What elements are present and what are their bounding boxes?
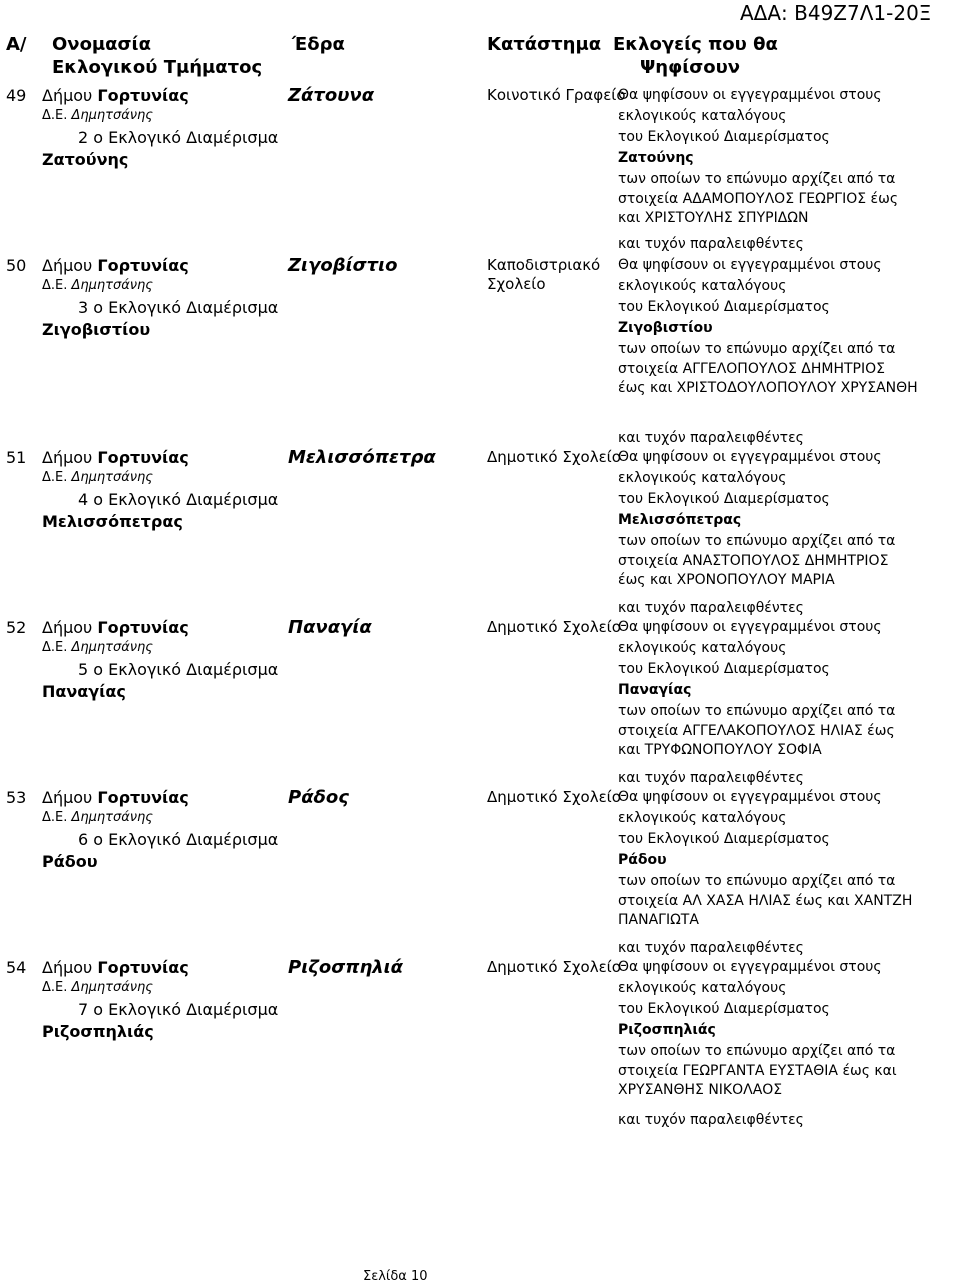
district-name: Ριζοσπηλιάς (42, 1022, 154, 1041)
seat: Ράδος (288, 787, 349, 808)
omitted-note: και τυχόν παραλειφθέντες (618, 770, 804, 786)
municipality (42, 619, 189, 637)
gortynias-label: Γορτυνίας (97, 86, 189, 105)
surname-range: στοιχεία ΑΝΑΣΤΟΠΟΥΛΟΣ ΔΗΜΗΤΡΙΟΣ (618, 553, 889, 569)
store-line: Κοινοτικό Γραφείο (487, 86, 626, 104)
electoral-district: 7 ο Εκλογικό Διαμέρισμα (78, 1000, 279, 1019)
dimitsanis-label: Δημητσάνης (71, 980, 153, 995)
de-label: Δ.Ε. (42, 980, 68, 995)
district-name: Μελισσόπετρας (42, 512, 183, 531)
municipal-unit (42, 471, 153, 486)
vote-line: εκλογικούς καταλόγους (618, 108, 787, 124)
de-label: Δ.Ε. (42, 640, 68, 655)
dimou-label: Δήμου (42, 788, 93, 807)
omitted-note: και τυχόν παραλειφθέντες (618, 1112, 804, 1128)
surname-range: έως και ΧΡΙΣΤΟΔΟΥΛΟΠΟΥΛΟΥ ΧΡΥΣΑΝΘΗ (618, 380, 918, 396)
vote-place: Παναγίας (618, 682, 692, 698)
dimitsanis-label: Δημητσάνης (71, 470, 153, 485)
vote-place: Ζατούνης (618, 150, 694, 166)
de-label: Δ.Ε. (42, 108, 68, 123)
vote-line: του Εκλογικού Διαμερίσματος (618, 129, 830, 145)
surname-range: στοιχεία ΑΓΓΕΛΟΠΟΥΛΟΣ ΔΗΜΗΤΡΙΟΣ (618, 361, 885, 377)
ada-code: ΑΔΑ: Β49Ζ7Λ1-20Ξ (740, 1, 932, 25)
store-line: Καποδιστριακό (487, 256, 601, 274)
vote-line: των οποίων το επώνυμο αρχίζει από τα (618, 533, 896, 549)
vote-place: Ριζοσπηλιάς (618, 1022, 716, 1038)
section-number: 52 (6, 618, 27, 637)
header-name-line2: Εκλογικού Τμήματος (52, 57, 263, 78)
dimitsanis-label: Δημητσάνης (71, 810, 153, 825)
vote-place: Ζιγοβιστίου (618, 320, 713, 336)
surname-range: και ΧΡΙΣΤΟΥΛΗΣ ΣΠΥΡΙΔΩΝ (618, 210, 809, 226)
vote-line: των οποίων το επώνυμο αρχίζει από τα (618, 171, 896, 187)
surname-range: στοιχεία ΑΔΑΜΟΠΟΥΛΟΣ ΓΕΩΡΓΙΟΣ έως (618, 191, 899, 207)
district-name: Ράδου (42, 852, 98, 871)
vote-line: Θα ψηφίσουν οι εγγεγραμμένοι στους (618, 619, 882, 635)
surname-range: και ΤΡΥΦΩΝΟΠΟΥΛΟΥ ΣΟΦΙΑ (618, 742, 822, 758)
municipal-unit (42, 641, 153, 656)
electoral-district: 3 ο Εκλογικό Διαμέρισμα (78, 298, 279, 317)
vote-line: των οποίων το επώνυμο αρχίζει από τα (618, 341, 896, 357)
store-line: Δημοτικό Σχολείο (487, 448, 621, 466)
surname-range: έως και ΧΡΟΝΟΠΟΥΛΟΥ ΜΑΡΙΑ (618, 572, 835, 588)
dimitsanis-label: Δημητσάνης (71, 278, 153, 293)
gortynias-label: Γορτυνίας (97, 448, 189, 467)
omitted-note: και τυχόν παραλειφθέντες (618, 236, 804, 252)
municipality (42, 789, 189, 807)
surname-range: ΧΡΥΣΑΝΘΗΣ ΝΙΚΟΛΑΟΣ (618, 1082, 783, 1098)
section-number: 50 (6, 256, 27, 275)
dimou-label: Δήμου (42, 448, 93, 467)
store-line: Δημοτικό Σχολείο (487, 618, 621, 636)
vote-line: του Εκλογικού Διαμερίσματος (618, 1001, 830, 1017)
vote-line: Θα ψηφίσουν οι εγγεγραμμένοι στους (618, 257, 882, 273)
vote-place: Μελισσόπετρας (618, 512, 742, 528)
district-name: Ζιγοβιστίου (42, 320, 151, 339)
vote-line: Θα ψηφίσουν οι εγγεγραμμένοι στους (618, 959, 882, 975)
vote-line: εκλογικούς καταλόγους (618, 470, 787, 486)
vote-line: των οποίων το επώνυμο αρχίζει από τα (618, 873, 896, 889)
section-number: 54 (6, 958, 27, 977)
electoral-district: 5 ο Εκλογικό Διαμέρισμα (78, 660, 279, 679)
omitted-note: και τυχόν παραλειφθέντες (618, 600, 804, 616)
dimou-label: Δήμου (42, 256, 93, 275)
section-number: 53 (6, 788, 27, 807)
seat: Ζάτουνα (288, 85, 375, 106)
vote-line: των οποίων το επώνυμο αρχίζει από τα (618, 1043, 896, 1059)
de-label: Δ.Ε. (42, 278, 68, 293)
vote-line: του Εκλογικού Διαμερίσματος (618, 299, 830, 315)
header-store: Κατάστημα (487, 34, 602, 55)
district-name: Ζατούνης (42, 150, 129, 169)
header-voters-line2: Ψηφίσουν (640, 57, 741, 78)
municipality (42, 449, 189, 467)
gortynias-label: Γορτυνίας (97, 788, 189, 807)
electoral-district: 2 ο Εκλογικό Διαμέρισμα (78, 128, 279, 147)
header-seat: Έδρα (292, 34, 345, 55)
surname-range: στοιχεία ΑΓΓΕΛΑΚΟΠΟΥΛΟΣ ΗΛΙΑΣ έως (618, 723, 895, 739)
store-line: Δημοτικό Σχολείο (487, 788, 621, 806)
store-line: Δημοτικό Σχολείο (487, 958, 621, 976)
electoral-district: 4 ο Εκλογικό Διαμέρισμα (78, 490, 279, 509)
seat: Μελισσόπετρα (288, 447, 436, 468)
seat: Ζιγοβίστιο (288, 255, 398, 276)
vote-place: Ράδου (618, 852, 667, 868)
surname-range: ΠΑΝΑΓΙΩΤΑ (618, 912, 699, 928)
omitted-note: και τυχόν παραλειφθέντες (618, 940, 804, 956)
vote-line: εκλογικούς καταλόγους (618, 640, 787, 656)
vote-line: του Εκλογικού Διαμερίσματος (618, 491, 830, 507)
municipal-unit (42, 279, 153, 294)
vote-line: Θα ψηφίσουν οι εγγεγραμμένοι στους (618, 789, 882, 805)
vote-line: Θα ψηφίσουν οι εγγεγραμμένοι στους (618, 87, 882, 103)
section-number: 51 (6, 448, 27, 467)
vote-line: Θα ψηφίσουν οι εγγεγραμμένοι στους (618, 449, 882, 465)
page-footer: Σελίδα 10 (363, 1269, 428, 1284)
vote-line: των οποίων το επώνυμο αρχίζει από τα (618, 703, 896, 719)
de-label: Δ.Ε. (42, 810, 68, 825)
dimitsanis-label: Δημητσάνης (71, 640, 153, 655)
header-voters-line1: Εκλογείς που θα (613, 34, 778, 55)
seat: Ριζοσπηλιά (288, 957, 404, 978)
section-number: 49 (6, 86, 27, 105)
municipality (42, 87, 189, 105)
district-name: Παναγίας (42, 682, 126, 701)
dimou-label: Δήμου (42, 86, 93, 105)
vote-line: εκλογικούς καταλόγους (618, 810, 787, 826)
store-line: Σχολείο (487, 275, 546, 293)
dimitsanis-label: Δημητσάνης (71, 108, 153, 123)
electoral-district: 6 ο Εκλογικό Διαμέρισμα (78, 830, 279, 849)
vote-line: του Εκλογικού Διαμερίσματος (618, 661, 830, 677)
seat: Παναγία (288, 617, 372, 638)
omitted-note: και τυχόν παραλειφθέντες (618, 430, 804, 446)
municipal-unit (42, 109, 153, 124)
header-name-line1: Ονομασία (52, 34, 151, 55)
gortynias-label: Γορτυνίας (97, 958, 189, 977)
vote-line: εκλογικούς καταλόγους (618, 980, 787, 996)
header-a: Α/ (6, 34, 27, 55)
municipal-unit (42, 811, 153, 826)
surname-range: στοιχεία ΓΕΩΡΓΑΝΤΑ ΕΥΣΤΑΘΙΑ έως και (618, 1063, 897, 1079)
vote-line: εκλογικούς καταλόγους (618, 278, 787, 294)
de-label: Δ.Ε. (42, 470, 68, 485)
surname-range: στοιχεία ΑΛ ΧΑΣΑ ΗΛΙΑΣ έως και ΧΑΝΤΖΗ (618, 893, 913, 909)
municipal-unit (42, 981, 153, 996)
dimou-label: Δήμου (42, 958, 93, 977)
municipality (42, 959, 189, 977)
gortynias-label: Γορτυνίας (97, 256, 189, 275)
vote-line: του Εκλογικού Διαμερίσματος (618, 831, 830, 847)
gortynias-label: Γορτυνίας (97, 618, 189, 637)
municipality (42, 257, 189, 275)
dimou-label: Δήμου (42, 618, 93, 637)
